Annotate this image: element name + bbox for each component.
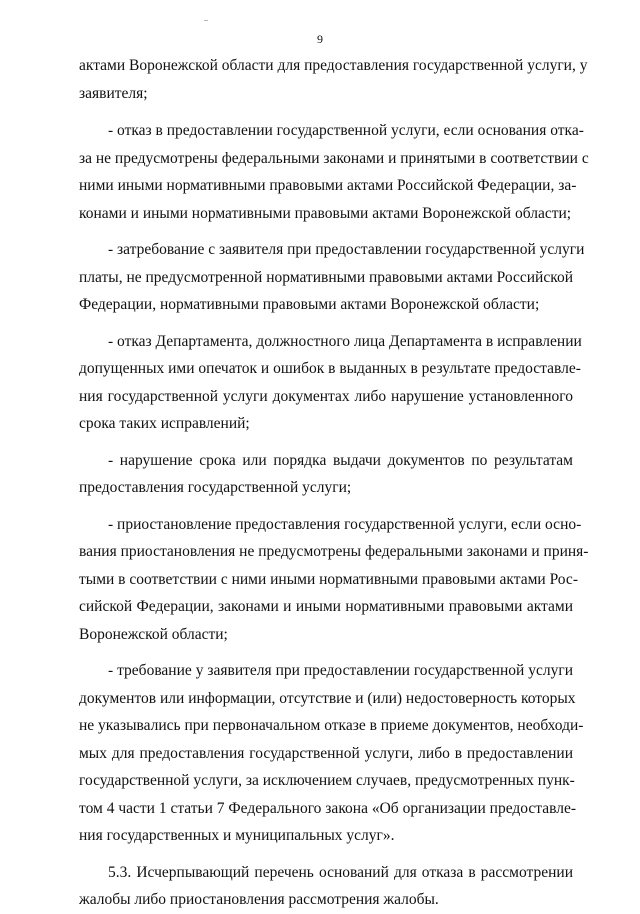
text-line: тыми в соответствии с ними иными нормативными правовыми актами Рос- bbox=[79, 570, 578, 588]
paragraph bbox=[79, 236, 585, 319]
text-line: мых для предоставления государственной услуги, либо в предоставлении bbox=[79, 744, 573, 762]
text-line: конами и иными нормативными правовыми актами Воронежской области; bbox=[79, 204, 572, 222]
text-line: за не предусмотрены федеральными законами и принятыми в соответствии с bbox=[79, 149, 589, 167]
text-line: допущенных ими опечаток и ошибок в выданных в результате предоставле- bbox=[79, 360, 581, 377]
text-line: ними иными нормативными правовыми актами Российской Федерации, за- bbox=[79, 177, 577, 194]
text-line: - отказ Департамента, должностного лица Департамента в исправлении bbox=[108, 332, 582, 350]
scan-mark bbox=[204, 20, 208, 21]
text-line: 5.3. Исчерпывающий перечень оснований для отказа в рассмотрении bbox=[108, 863, 573, 881]
text-line: ния государственных и муниципальных услуг». bbox=[79, 827, 395, 844]
text-line: не указывались при первоначальном отказе в приеме документов, необходи- bbox=[79, 717, 584, 734]
text-line: - затребование с заявителя при предоставлении государственной услуги bbox=[108, 241, 585, 258]
text-line: - нарушение срока или порядка выдачи документов по результатам bbox=[108, 451, 573, 469]
text-line: Федерации, нормативными правовыми актами Воронежской области; bbox=[79, 296, 540, 313]
text-line: заявителя; bbox=[79, 84, 148, 102]
text-line: вания приостановления не предусмотрены федеральными законами и приня- bbox=[79, 543, 589, 560]
text-line: государственной услуги, за исключением случаев, предусмотренных пунк- bbox=[79, 772, 575, 789]
text-line: жалобы либо приостановления рассмотрения жалобы. bbox=[79, 891, 439, 908]
text-line: Воронежской области; bbox=[79, 625, 228, 643]
paragraph bbox=[79, 657, 584, 850]
text-line: сийской Федерации, законами и иными нормативными правовыми актами bbox=[79, 598, 573, 615]
paragraph bbox=[79, 52, 588, 107]
text-line: том 4 части 1 статьи 7 Федерального закона «Об организации предоставле- bbox=[79, 799, 577, 817]
paragraph bbox=[79, 328, 582, 438]
text-line: предоставления государственной услуги; bbox=[79, 479, 352, 496]
page-number: 9 bbox=[317, 32, 323, 46]
paragraph bbox=[79, 859, 573, 914]
paragraph bbox=[79, 117, 589, 227]
paragraph bbox=[79, 447, 573, 502]
text-line: документов или информации, отсутствие и (или) недостоверность которых bbox=[79, 689, 576, 707]
text-line: ния государственной услуги документах либо нарушение установленного bbox=[79, 387, 573, 405]
text-line: - отказ в предоставлении государственной услуги, если основания отка- bbox=[108, 122, 584, 139]
text-line: платы, не предусмотренной нормативными правовыми актами Российской bbox=[79, 268, 574, 286]
text-line: - приостановление предоставления государственной услуги, если осно- bbox=[108, 515, 582, 533]
text-line: актами Воронежской области для предоставления государственной услуги, у bbox=[79, 57, 588, 74]
paragraph bbox=[79, 511, 589, 649]
text-line: - требование у заявителя при предоставлении государственной услуги bbox=[108, 662, 573, 679]
text-line: срока таких исправлений; bbox=[79, 415, 250, 432]
document-body bbox=[79, 52, 589, 914]
